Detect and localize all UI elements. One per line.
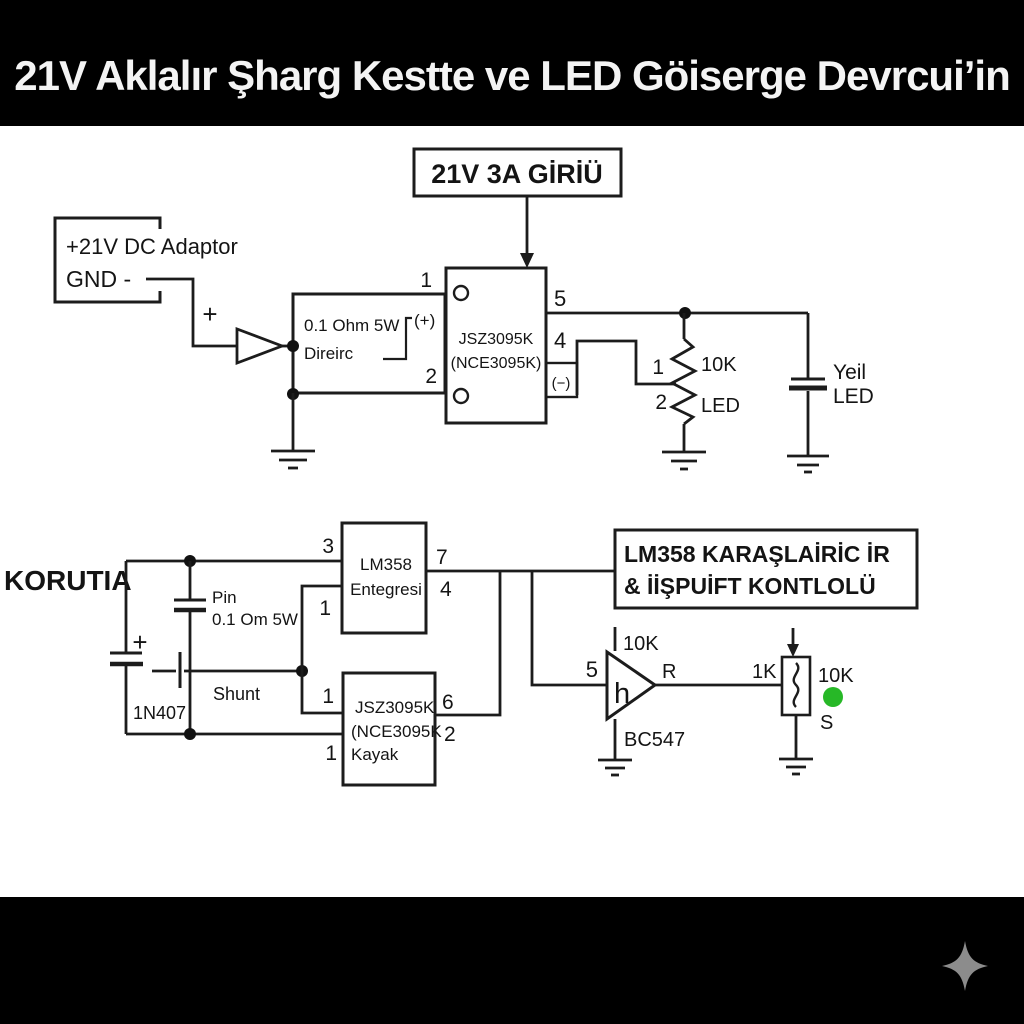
input-section [414,149,621,268]
sense-resistor-section [271,294,445,468]
input-label: 21V 3A GİRİÜ [431,159,603,189]
lm358-box [342,523,426,633]
control-label-1: LM358 KARAŞLAİRİC İR [624,541,890,567]
ic-label-2: (NCE3095K) [450,355,542,372]
ground-icon [787,456,829,472]
opamp-pin-5-label: 5 [585,657,598,682]
ic-label-1: JSZ3095K [458,331,534,348]
lm358-pin-1-label: 1 [319,597,331,620]
sense-label-1: 0.1 Ohm 5W [304,316,400,335]
regulator-pin-6-label: 6 [442,691,454,714]
pin-5-label: 5 [554,286,567,311]
protection-section [4,555,343,740]
adaptor-label-1: +21V DC Adaptor [66,234,238,259]
junction-dot [287,340,299,352]
down-arrow-icon [520,253,534,268]
r-right-label: 10K [818,665,854,687]
s-label: S [820,712,834,734]
ground-icon [662,452,706,469]
adaptor-section [55,218,293,363]
sense-label-2: Direirc [304,344,354,363]
ground-icon [779,759,813,774]
adaptor-label-2: GND - [66,266,132,292]
pin-4-label: 4 [554,328,567,353]
plus-sign: + [202,299,218,329]
output-label: R [662,661,677,683]
r-series-label: 1K [752,661,777,683]
green-led-indicator [823,687,843,707]
r-top-label: 10K [623,633,659,655]
control-label-2: & İİŞPUİFT KONTLOLÜ [624,573,876,599]
pin-2-label: 2 [425,365,437,388]
green-led-label-2: LED [833,385,874,408]
page-title: 21V Aklalır Şharg Kestte ve LED Göiserge Devrcui’in [14,52,1010,99]
pot-pin-1-label: 1 [652,356,664,379]
lm358-pin-3-label: 3 [322,535,334,558]
regulator-label-1: JSZ3095K [355,698,435,717]
resistor-zigzag-icon [672,339,695,424]
lm358-section [302,523,615,715]
regulator-pin-1-bottom-label: 1 [325,742,337,765]
diode-icon [237,329,282,363]
regulator-section [322,673,455,785]
pot-value-label: 10K [701,354,737,376]
pin-1-label: 1 [420,269,432,292]
opamp-letter: h [614,678,631,710]
transistor-label: BC547 [624,729,686,751]
regulator-label-3: Kayak [351,745,399,764]
shunt-cap-label-1: Pin [212,588,237,607]
ground-icon [598,760,632,775]
lm358-pin-4-label: 4 [440,578,452,601]
lm358-pin-7-label: 7 [436,546,448,569]
regulator-pin-2-label: 2 [444,723,456,746]
minus-label: (−) [551,375,571,392]
gnd-wire [146,279,236,346]
diode-label: 1N407 [133,703,187,723]
green-led-label-1: Yeil [833,361,867,384]
shunt-cap-label-2: 0.1 Om 5W [212,610,298,629]
control-section [586,530,917,775]
section-label: KORUTIA [4,565,132,596]
pot-pin-2-label: 2 [655,391,667,414]
charger-ic-section [420,268,808,423]
pin-terminal-icon [454,389,468,403]
cap-plus-sign: + [132,627,148,657]
plus-callout: (+) [414,311,436,330]
shunt-label: Shunt [213,684,261,704]
regulator-label-2: (NCE3095K [351,722,442,741]
green-led-branch [787,313,874,472]
lm358-label-1: LM358 [360,555,412,574]
sparkle-icon [942,941,988,991]
junction-dot [184,728,196,740]
pot-led-label: LED [701,395,740,417]
lm358-label-2: Entegresi [350,580,422,599]
ground-icon [271,451,315,468]
pin-terminal-icon [454,286,468,300]
regulator-pin-1-top-label: 1 [322,685,334,708]
down-arrow-icon [787,644,799,657]
pot-branch [652,307,740,469]
